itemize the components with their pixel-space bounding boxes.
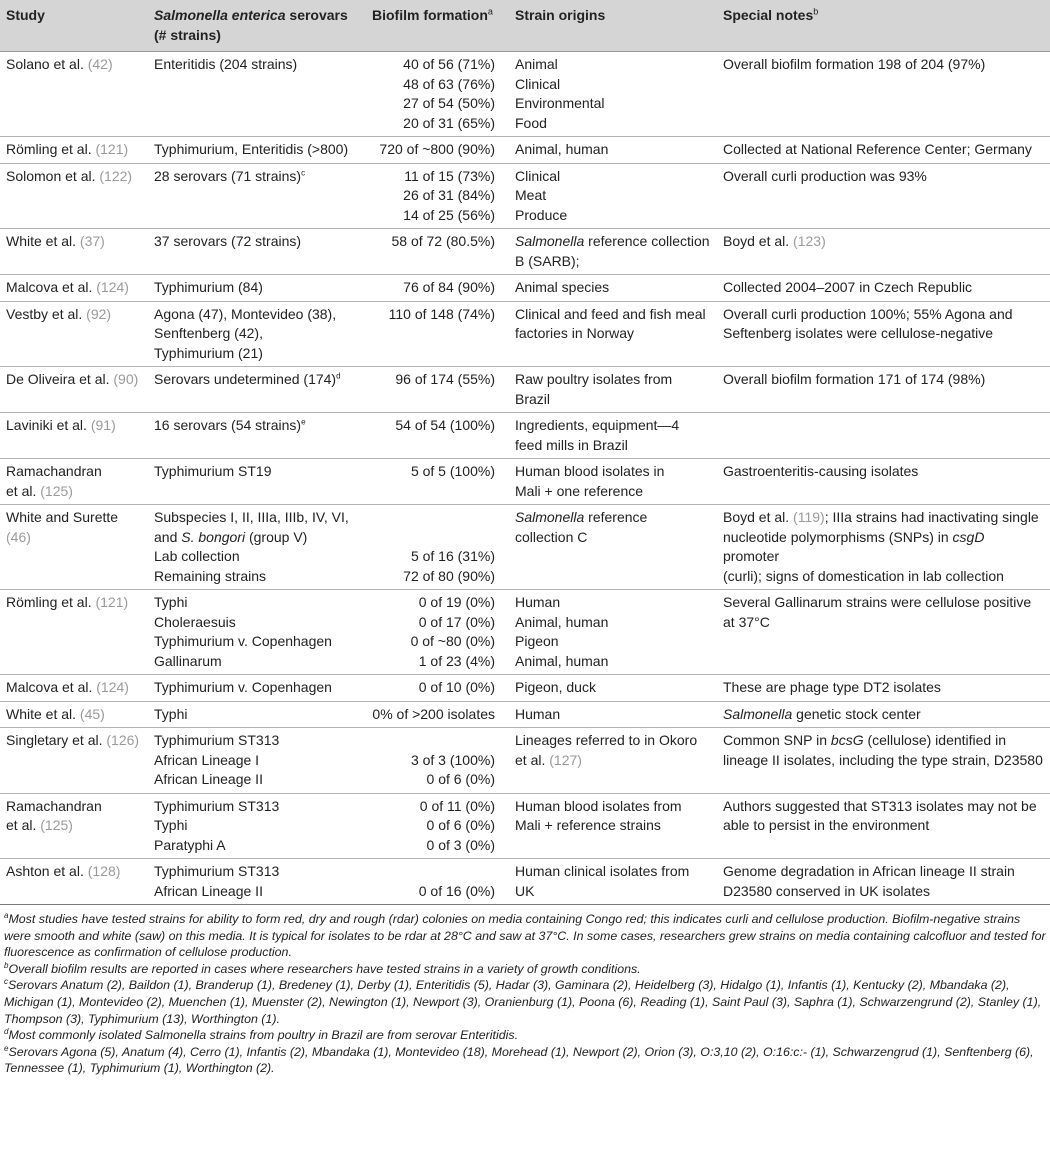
study-cell: Solomon et al. (122) [0, 163, 148, 229]
notes-cell: These are phage type DT2 isolates [717, 675, 1050, 702]
origins-cell: Ingredients, equipment—4 feed mills in Brazil [509, 413, 717, 459]
biofilm-cell: 96 of 174 (55%) [366, 367, 509, 413]
notes-cell: Gastroenteritis-causing isolates [717, 459, 1050, 505]
biofilm-cell: 54 of 54 (100%) [366, 413, 509, 459]
reference-link[interactable]: (124) [96, 279, 129, 295]
serovars-cell: Typhimurium ST313 African Lineage II [148, 859, 366, 905]
reference-link[interactable]: (90) [113, 371, 139, 387]
serovars-cell: Typhi [148, 701, 366, 728]
biofilm-cell: 0 of 11 (0%) 0 of 6 (0%) 0 of 3 (0%) [366, 793, 509, 859]
reference-link[interactable]: (126) [106, 732, 140, 748]
study-cell: Vestby et al. (92) [0, 301, 148, 367]
origins-cell: Human blood isolates in Mali + one reference [509, 459, 717, 505]
serovars-cell: Agona (47), Montevideo (38), Senftenberg (42), Typhimurium (21) [148, 301, 366, 367]
notes-cell: Common SNP in bcsG (cellulose) identified in lineage II isolates, including the type strain, D23580 [717, 728, 1050, 794]
reference-link[interactable]: (45) [79, 705, 105, 722]
study-cell: Ramachandran et al. (125) [0, 459, 148, 505]
serovars-cell: Serovars undetermined $(174)^d$ [148, 367, 366, 413]
study-cell: Malcova et al. (124) [0, 275, 148, 302]
reference-link[interactable]: (127) [549, 751, 582, 768]
biofilm-cell: 76 of 84 (90%) [366, 275, 509, 302]
serovars-cell: Typhimurium ST313 African Lineage I African Lineage II [148, 728, 366, 794]
reference-link[interactable]: (125) [40, 817, 73, 833]
study-cell: White et al. (37) [0, 229, 148, 275]
reference-link[interactable]: (123) [793, 233, 826, 249]
reference-link[interactable]: (122) [99, 167, 133, 184]
biofilm-cell: 58 of 72 (80.5%) [366, 229, 509, 275]
table-row [0, 675, 1050, 702]
notes-cell: Overall biofilm formation 171 of 174 (98%) [717, 367, 1050, 413]
serovars-cell: 37 serovars (72 strains) [148, 229, 366, 275]
notes-cell [717, 413, 1050, 459]
reference-link[interactable]: (46) [6, 528, 31, 545]
notes-cell: Overall biofilm formation 198 of 204 (97%) [717, 52, 1050, 137]
serovars-cell: 28 serovars (71 strains)$^c$ [148, 163, 366, 229]
table-row [0, 459, 1050, 505]
table-row [0, 301, 1050, 367]
biofilm-cell: 0% of >200 isolates [366, 701, 509, 728]
study-cell: Ashton et al. (128) [0, 859, 148, 905]
header-notes: Special notes$^b$ [717, 0, 1050, 52]
study-cell: Singletary et al. (126) [0, 728, 148, 794]
footnote-e: $^e$Serovars Agona (5), Anatum (4), Cerro (1), Infantis (2), Mbandaka (1), Montevideo (18), Morehead (1), Newport (2), Orion (3), O:3,10 (2), O:16:c:- (1), Schwarzengrud (1), Senftenberg (6), Tennessee (1), Typhimurium (1), Worthington (2). [4, 1043, 1034, 1076]
reference-link[interactable]: (121) [95, 141, 129, 157]
biofilm-cell: 11 of 15 (73%) 26 of 31 (84%) 14 of 25 (56%) [366, 163, 509, 229]
biofilm-cell: 5 of 16 (31%) 72 of 80 (90%) [366, 505, 509, 590]
table-row [0, 590, 1050, 675]
notes-cell: Authors suggested that ST313 isolates may not be able to persist in the environment [717, 793, 1050, 859]
origins-cell: Animal Clinical Environmental Food [509, 52, 717, 137]
table-row [0, 859, 1050, 905]
table-row [0, 505, 1050, 590]
notes-cell: Overall curli production was 93% [717, 163, 1050, 229]
notes-cell: Several Gallinarum strains were cellulose positive at 37°C [717, 590, 1050, 675]
serovars-cell: Subspecies I, II, IIIa, IIIb, IV, VI, and S. bongori (group V) Lab collection Remaining strains [148, 505, 366, 590]
serovars-cell: Typhimurium ST19 [148, 459, 366, 505]
reference-link[interactable]: (128) [87, 863, 121, 879]
serovars-cell: Typhi Choleraesuis Typhimurium v. Copenhagen Gallinarum [148, 590, 366, 675]
header-biofilm: Biofilm formation$^a$ [366, 0, 509, 52]
table-header [0, 0, 1050, 52]
table-footnotes [0, 905, 1050, 1077]
origins-cell: Clinical and feed and fish meal factories in Norway [509, 301, 717, 367]
reference-link[interactable]: (42) [87, 56, 113, 72]
origins-cell: Pigeon, duck [509, 675, 717, 702]
biofilm-cell: 0 of 19 (0%) 0 of 17 (0%) 0 of ~80 (0%) 1 of 23 (4%) [366, 590, 509, 675]
biofilm-cell: 0 of 16 (0%) [366, 859, 509, 905]
biofilm-cell: 5 of 5 (100%) [366, 459, 509, 505]
biofilm-cell: 0 of 10 (0%) [366, 675, 509, 702]
table-body [0, 52, 1050, 905]
header-row [0, 0, 1050, 52]
biofilm-cell: 3 of 3 (100%) 0 of 6 (0%) [366, 728, 509, 794]
biofilm-cell: 720 of ~800 (90%) [366, 137, 509, 164]
header-study: Study [0, 0, 148, 52]
footnote-a: $^a$Most studies have tested strains for ability to form red, dry and rough (rdar) colonies on media containing Congo red; this indicates curli and cellulose production. Biofilm-negative strains were smooth and white (saw) on this media. It is typical for isolates to be rdar at 28°C and saw at 37°C. In some cases, researchers grew strains on media containing calcofluor and tested for fluorescence as confirmation of cellulose production. [4, 910, 1046, 960]
notes-cell: Collected 2004–2007 in Czech Republic [717, 275, 1050, 302]
table-row [0, 793, 1050, 859]
biofilm-cell: 110 of 148 (74%) [366, 301, 509, 367]
study-cell: Ramachandran et al. (125) [0, 793, 148, 859]
table-row [0, 367, 1050, 413]
table-row [0, 163, 1050, 229]
table-row [0, 701, 1050, 728]
header-serovars: Salmonella enterica serovars (# strains) [148, 0, 366, 52]
origins-cell: Human Animal, human Pigeon Animal, human [509, 590, 717, 675]
study-cell: De Oliveira et al. (90) [0, 367, 148, 413]
study-cell: Römling et al. (121) [0, 590, 148, 675]
header-origins: Strain origins [509, 0, 717, 52]
serovars-cell: Enteritidis (204 strains) [148, 52, 366, 137]
biofilm-cell: 40 of 56 (71%) 48 of 63 (76%) 27 of 54 (50%) 20 of 31 (65%) [366, 52, 509, 137]
reference-link[interactable]: (119) [793, 509, 825, 525]
origins-cell: Salmonella reference collection B (SARB); [509, 229, 717, 275]
reference-link[interactable]: (124) [96, 679, 129, 695]
reference-link[interactable]: (125) [40, 482, 73, 499]
origins-cell: Human [509, 701, 717, 728]
notes-cell: Boyd et al. (123) [717, 229, 1050, 275]
table-row [0, 275, 1050, 302]
origins-cell: Human clinical isolates from UK [509, 859, 717, 905]
serovars-cell: Typhimurium, Enteritidis (>800) [148, 137, 366, 164]
notes-cell: Collected at National Reference Center; Germany [717, 137, 1050, 164]
origins-cell: Salmonella reference collection C [509, 505, 717, 590]
notes-cell: Genome degradation in African lineage II strain D23580 conserved in UK isolates [717, 859, 1050, 905]
reference-link[interactable]: (92) [86, 305, 112, 322]
study-cell: Malcova et al. (124) [0, 675, 148, 702]
notes-cell: Salmonella genetic stock center [717, 701, 1050, 728]
origins-cell: Lineages referred to in Okoro et al. (127) [509, 728, 717, 794]
origins-cell: Animal species [509, 275, 717, 302]
serovars-cell: Typhimurium ST313 Typhi Paratyphi A [148, 793, 366, 859]
serovars-cell: Typhimurium (84) [148, 275, 366, 302]
reference-link[interactable]: (37) [79, 233, 105, 249]
study-cell: Römling et al. (121) [0, 137, 148, 164]
origins-cell: Human blood isolates from Mali + reference strains [509, 793, 717, 859]
table-row [0, 728, 1050, 794]
serovars-cell: Typhimurium v. Copenhagen [148, 675, 366, 702]
reference-link[interactable]: (91) [90, 417, 116, 433]
table-row [0, 229, 1050, 275]
origins-cell: Raw poultry isolates from Brazil [509, 367, 717, 413]
footnote-b: $^b$Overall biofilm results are reported in cases where researchers have tested strains in a variety of growth conditions. [4, 960, 641, 976]
notes-cell: Overall curli production 100%; 55% Agona and Seftenberg isolates were cellulose-negative [717, 301, 1050, 367]
study-cell: White and Surette (46) [0, 505, 148, 590]
origins-cell: Animal, human [509, 137, 717, 164]
footnote-c: $^c$Serovars Anatum (2), Baildon (1), Branderup (1), Bredeney (1), Derby (1), Enteritidis (5), Hadar (3), Gaminara (2), Heidelberg (3), Hidalgo (1), Infantis (1), Kentucky (2), Mbandaka (2), Michigan (1), Montevideo (2), Muenchen (1), Muenster (2), Newington (1), Newport (3), Oranienburg (1), Poona (6), Reading (1), Saint Paul (3), Saphra (1), Schwarzengrund (2), Stanley (1), Thompson (3), Typhimurium (13), Worthington (1). [4, 977, 1042, 1026]
reference-link[interactable]: (121) [95, 594, 129, 610]
table-row [0, 413, 1050, 459]
study-cell: Laviniki et al. (91) [0, 413, 148, 459]
study-cell: Solano et al. (42) [0, 52, 148, 137]
origins-cell: Clinical Meat Produce [509, 163, 717, 229]
study-cell: White et al. (45) [0, 701, 148, 728]
table-row [0, 52, 1050, 137]
serovars-cell: 16 serovars (54 strains)$^e$ [148, 413, 366, 459]
footnote-d: $^d$Most commonly isolated Salmonella strains from poultry in Brazil are from serovar Enteritidis. [4, 1027, 519, 1043]
notes-cell: Boyd et al. (119); IIIa strains had inactivating single nucleotide polymorphisms (SNPs) in csgD promoter (curli); signs of domestication in lab collection [717, 505, 1050, 590]
table-row [0, 137, 1050, 164]
